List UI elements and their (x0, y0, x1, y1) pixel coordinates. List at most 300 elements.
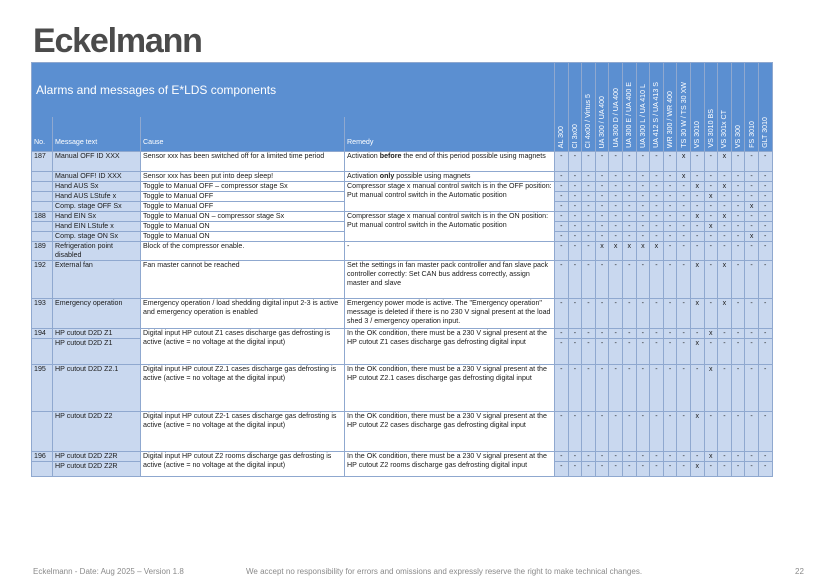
device-flag-cell: - (595, 192, 609, 202)
device-flag-cell: - (582, 192, 596, 202)
device-column-header (690, 63, 704, 152)
device-flag-cell: - (663, 329, 677, 339)
remedy-text (345, 172, 555, 182)
device-flag-cell: - (555, 212, 569, 222)
alarms-table-wrapper (31, 62, 773, 477)
col-header-no: No. (32, 117, 53, 152)
remedy-text-part: the end of this period possible using magnets (401, 152, 546, 160)
device-flag-cell: - (731, 212, 745, 222)
device-flag-cell: - (622, 412, 636, 452)
device-column-header (731, 63, 745, 152)
device-flag-cell: - (622, 222, 636, 232)
device-flag-cell: - (718, 222, 732, 232)
device-column-label: CI 4x00 / Virtus 5 (584, 93, 593, 148)
device-flag-cell: - (636, 299, 650, 329)
message-text: Hand AUS Sx (53, 182, 141, 192)
device-flag-cell: - (555, 222, 569, 232)
device-flag-cell: - (622, 299, 636, 329)
device-flag-cell: - (663, 232, 677, 242)
device-flag-cell: - (568, 192, 582, 202)
device-flag-cell: - (677, 329, 691, 339)
message-text: HP cutout D2D Z1 (53, 339, 141, 365)
device-flag-cell: - (582, 261, 596, 299)
device-flag-cell: - (758, 365, 772, 412)
table-row (32, 412, 773, 452)
device-flag-cell: - (595, 172, 609, 182)
device-flag-cell: - (636, 212, 650, 222)
alarm-number: 188 (32, 212, 53, 222)
device-column-label: TS 30 W / TS 30 XW (679, 82, 688, 148)
device-flag-cell: - (704, 212, 718, 222)
col-header-cause: Cause (141, 117, 345, 152)
table-row (32, 452, 773, 462)
device-flag-cell: - (758, 261, 772, 299)
device-flag-cell: - (690, 452, 704, 462)
device-flag-cell: - (622, 232, 636, 242)
device-flag-cell: - (650, 462, 664, 477)
message-text: Comp. stage OFF Sx (53, 202, 141, 212)
device-flag-cell: - (663, 299, 677, 329)
device-flag-cell: - (650, 365, 664, 412)
device-flag-cell: - (555, 152, 569, 172)
alarm-number: 196 (32, 452, 53, 462)
eckelmann-logo: Eckelmann (33, 22, 202, 60)
device-column-label: CI 3x00 (570, 123, 579, 148)
device-flag-cell: - (690, 329, 704, 339)
device-flag-cell: - (595, 232, 609, 242)
device-flag-cell: - (622, 212, 636, 222)
device-flag-cell: - (636, 412, 650, 452)
device-column-label: VS 3010 BS (706, 109, 715, 148)
table-row (32, 261, 773, 299)
cause-text: Toggle to Manual OFF (141, 202, 345, 212)
device-flag-cell: - (568, 261, 582, 299)
device-flag-cell: - (677, 261, 691, 299)
alarm-number (32, 192, 53, 202)
device-flag-cell: - (568, 212, 582, 222)
device-flag-cell: - (622, 329, 636, 339)
device-flag-cell: - (677, 222, 691, 232)
device-flag-cell: - (690, 242, 704, 261)
device-flag-cell: - (568, 462, 582, 477)
alarm-number (32, 222, 53, 232)
device-flag-cell: - (690, 222, 704, 232)
device-flag-cell: - (704, 172, 718, 182)
device-flag-cell: - (663, 212, 677, 222)
device-flag-cell: x (718, 152, 732, 172)
device-flag-cell: - (555, 261, 569, 299)
device-flag-cell: - (731, 242, 745, 261)
device-flag-cell: - (690, 202, 704, 212)
message-text: Manual OFF ID XXX (53, 152, 141, 172)
device-flag-cell: - (758, 192, 772, 202)
device-flag-cell: - (582, 212, 596, 222)
remedy-text: In the OK condition, there must be a 230 V signal present at the HP cutout Z2 cases discharge gas defrosting digital input (345, 412, 555, 452)
device-flag-cell: - (704, 152, 718, 172)
device-flag-cell: - (731, 222, 745, 232)
device-flag-cell: - (650, 261, 664, 299)
device-flag-cell: - (609, 261, 623, 299)
device-flag-cell: - (677, 339, 691, 365)
device-flag-cell: - (663, 202, 677, 212)
message-text: HP cutout D2D Z2R (53, 452, 141, 462)
device-flag-cell: - (609, 212, 623, 222)
device-flag-cell: - (663, 365, 677, 412)
device-flag-cell: - (582, 365, 596, 412)
device-flag-cell: - (555, 232, 569, 242)
cause-text: Toggle to Manual ON (141, 232, 345, 242)
table-row (32, 182, 773, 192)
device-flag-cell: - (582, 232, 596, 242)
device-flag-cell: - (555, 412, 569, 452)
cause-text: Sensor xxx has been put into deep sleep! (141, 172, 345, 182)
device-flag-cell: - (636, 202, 650, 212)
device-flag-cell: x (690, 462, 704, 477)
device-flag-cell: - (758, 182, 772, 192)
device-column-label: VS 3010 (693, 120, 702, 148)
device-flag-cell: - (663, 182, 677, 192)
device-column-header (582, 63, 596, 152)
device-flag-cell: - (609, 412, 623, 452)
device-flag-cell: - (718, 339, 732, 365)
device-flag-cell: - (758, 452, 772, 462)
device-flag-cell: - (663, 462, 677, 477)
device-flag-cell: - (745, 261, 759, 299)
message-text: Hand EIN Sx (53, 212, 141, 222)
table-row (32, 329, 773, 339)
alarm-number (32, 462, 53, 477)
device-flag-cell: - (555, 182, 569, 192)
device-flag-cell: x (704, 329, 718, 339)
device-column-label: WR 300 / WR 400 (666, 90, 675, 148)
device-flag-cell: - (718, 232, 732, 242)
device-flag-cell: - (595, 299, 609, 329)
device-flag-cell: - (650, 192, 664, 202)
device-flag-cell: - (555, 329, 569, 339)
device-flag-cell: x (704, 192, 718, 202)
device-flag-cell: - (650, 172, 664, 182)
device-flag-cell: - (595, 329, 609, 339)
device-flag-cell: - (677, 212, 691, 222)
device-flag-cell: x (636, 242, 650, 261)
alarm-number (32, 172, 53, 182)
device-flag-cell: - (636, 172, 650, 182)
cause-text: Toggle to Manual ON – compressor stage Sx (141, 212, 345, 222)
device-flag-cell: - (704, 202, 718, 212)
device-flag-cell: - (609, 202, 623, 212)
device-column-label: FS 3010 (747, 121, 756, 148)
device-flag-cell: - (731, 339, 745, 365)
device-flag-cell: - (745, 182, 759, 192)
device-flag-cell: - (622, 182, 636, 192)
alarm-number: 189 (32, 242, 53, 261)
device-flag-cell: - (555, 365, 569, 412)
device-flag-cell: - (622, 365, 636, 412)
message-text: HP cutout D2D Z2 (53, 412, 141, 452)
device-flag-cell: - (745, 339, 759, 365)
device-flag-cell: - (758, 172, 772, 182)
device-flag-cell: - (731, 182, 745, 192)
device-flag-cell: - (677, 452, 691, 462)
device-flag-cell: - (758, 339, 772, 365)
device-flag-cell: - (677, 412, 691, 452)
device-flag-cell: - (555, 452, 569, 462)
alarms-table (31, 62, 773, 477)
device-column-label: UA 300 D / UA 400 (611, 88, 620, 148)
device-flag-cell: - (582, 339, 596, 365)
device-flag-cell: - (718, 462, 732, 477)
device-flag-cell: - (758, 329, 772, 339)
device-flag-cell: - (745, 172, 759, 182)
device-flag-cell: - (650, 299, 664, 329)
device-column-header (718, 63, 732, 152)
cause-text: Emergency operation / load shedding digital input 2-3 is active and emergency operation is enabled (141, 299, 345, 329)
device-flag-cell: - (745, 412, 759, 452)
device-flag-cell: - (622, 192, 636, 202)
device-flag-cell: - (609, 222, 623, 232)
device-flag-cell: - (731, 152, 745, 172)
cause-text: Digital input HP cutout Z2 rooms discharge gas defrosting is active (active = no voltage at the digital input) (141, 452, 345, 477)
device-flag-cell: - (582, 329, 596, 339)
device-flag-cell: - (718, 242, 732, 261)
device-flag-cell: - (595, 202, 609, 212)
device-flag-cell: - (555, 299, 569, 329)
device-flag-cell: - (663, 452, 677, 462)
device-flag-cell: - (704, 462, 718, 477)
device-flag-cell: - (663, 192, 677, 202)
device-flag-cell: - (650, 202, 664, 212)
device-flag-cell: - (677, 462, 691, 477)
device-flag-cell: - (663, 152, 677, 172)
device-flag-cell: - (704, 261, 718, 299)
cause-text: Digital input HP cutout Z1 cases discharge gas defrosting is active (active = no voltage at the digital input) (141, 329, 345, 365)
device-flag-cell: - (650, 182, 664, 192)
device-flag-cell: - (595, 452, 609, 462)
device-flag-cell: - (568, 242, 582, 261)
device-flag-cell: - (622, 152, 636, 172)
device-column-header (650, 63, 664, 152)
device-flag-cell: x (690, 339, 704, 365)
device-flag-cell: x (595, 242, 609, 261)
device-flag-cell: - (690, 232, 704, 242)
device-flag-cell: - (568, 232, 582, 242)
device-flag-cell: - (745, 365, 759, 412)
table-title: Alarms and messages of E*LDS components (32, 63, 555, 118)
device-flag-cell: - (745, 462, 759, 477)
device-flag-cell: - (582, 462, 596, 477)
device-flag-cell: - (582, 182, 596, 192)
alarm-number (32, 202, 53, 212)
device-flag-cell: - (731, 172, 745, 182)
device-flag-cell: - (650, 329, 664, 339)
table-row (32, 299, 773, 329)
device-flag-cell: - (636, 222, 650, 232)
device-flag-cell: - (731, 412, 745, 452)
device-flag-cell: - (636, 339, 650, 365)
device-flag-cell: - (582, 452, 596, 462)
device-flag-cell: - (595, 152, 609, 172)
device-flag-cell: - (745, 192, 759, 202)
device-flag-cell: - (609, 182, 623, 192)
device-flag-cell: x (718, 261, 732, 299)
device-flag-cell: x (677, 172, 691, 182)
device-flag-cell: - (555, 462, 569, 477)
device-flag-cell: x (718, 182, 732, 192)
device-flag-cell: - (663, 242, 677, 261)
message-text: Comp. stage ON Sx (53, 232, 141, 242)
device-flag-cell: x (745, 232, 759, 242)
message-text: Emergency operation (53, 299, 141, 329)
device-flag-cell: - (663, 222, 677, 232)
table-row (32, 212, 773, 222)
table-row (32, 365, 773, 412)
cause-text: Toggle to Manual ON (141, 222, 345, 232)
device-flag-cell: - (677, 365, 691, 412)
alarm-number: 192 (32, 261, 53, 299)
device-flag-cell: - (731, 452, 745, 462)
device-flag-cell: - (609, 339, 623, 365)
device-flag-cell: - (745, 329, 759, 339)
device-flag-cell: x (677, 152, 691, 172)
device-flag-cell: - (568, 339, 582, 365)
device-flag-cell: - (690, 365, 704, 412)
device-flag-cell: - (609, 452, 623, 462)
remedy-text: Compressor stage x manual control switch is in the ON position: Put manual control switch in the Automatic position (345, 212, 555, 242)
device-flag-cell: - (595, 222, 609, 232)
cause-text: Block of the compressor enable. (141, 242, 345, 261)
device-flag-cell: - (663, 172, 677, 182)
device-flag-cell: - (582, 152, 596, 172)
device-column-header (663, 63, 677, 152)
device-flag-cell: - (609, 192, 623, 202)
device-flag-cell: - (731, 329, 745, 339)
alarm-number: 194 (32, 329, 53, 339)
device-column-header (745, 63, 759, 152)
device-flag-cell: - (677, 299, 691, 329)
device-flag-cell: - (758, 412, 772, 452)
device-column-header (595, 63, 609, 152)
device-flag-cell: - (704, 412, 718, 452)
cause-text: Toggle to Manual OFF – compressor stage Sx (141, 182, 345, 192)
device-flag-cell: - (745, 212, 759, 222)
device-flag-cell: - (609, 462, 623, 477)
device-flag-cell: - (704, 232, 718, 242)
alarm-number (32, 232, 53, 242)
col-header-message: Message text (53, 117, 141, 152)
device-flag-cell: - (609, 365, 623, 412)
device-column-header (758, 63, 772, 152)
device-flag-cell: - (636, 192, 650, 202)
device-flag-cell: - (568, 172, 582, 182)
device-flag-cell: - (650, 232, 664, 242)
device-flag-cell: - (582, 202, 596, 212)
device-flag-cell: - (718, 192, 732, 202)
alarm-number (32, 412, 53, 452)
device-flag-cell: - (690, 152, 704, 172)
device-column-label: AL 300 (557, 125, 566, 148)
device-flag-cell: - (568, 202, 582, 212)
device-flag-cell: - (636, 261, 650, 299)
device-flag-cell: - (555, 192, 569, 202)
footer-page-number: 22 (795, 567, 804, 576)
device-flag-cell: - (745, 452, 759, 462)
device-flag-cell: - (622, 339, 636, 365)
device-flag-cell: x (690, 212, 704, 222)
col-header-remedy: Remedy (345, 117, 555, 152)
device-flag-cell: - (731, 462, 745, 477)
device-flag-cell: - (677, 202, 691, 212)
remedy-text: Set the settings in fan master pack controller and fan slave pack controller correctly: Set CAN bus address correctly, assign master and slave (345, 261, 555, 299)
table-row (32, 152, 773, 172)
device-flag-cell: - (582, 222, 596, 232)
device-column-label: UA 412 S / UA 413 S (652, 82, 661, 148)
device-flag-cell: - (636, 365, 650, 412)
device-column-header (636, 63, 650, 152)
device-column-header (622, 63, 636, 152)
device-flag-cell: - (663, 412, 677, 452)
message-text: Refrigeration point disabled (53, 242, 141, 261)
device-flag-cell: - (568, 222, 582, 232)
device-flag-cell: - (677, 232, 691, 242)
device-flag-cell: x (718, 299, 732, 329)
device-column-label: VS 300 (734, 124, 743, 148)
device-flag-cell: - (704, 242, 718, 261)
remedy-text: Compressor stage x manual control switch is in the OFF position: Put manual control switch in the Automatic position (345, 182, 555, 212)
device-flag-cell: - (745, 152, 759, 172)
device-flag-cell: x (609, 242, 623, 261)
device-flag-cell: - (595, 412, 609, 452)
device-flag-cell: - (650, 212, 664, 222)
message-text: Hand AUS LStufe x (53, 192, 141, 202)
device-flag-cell: - (568, 412, 582, 452)
device-flag-cell: - (568, 182, 582, 192)
cause-text: Digital input HP cutout Z2-1 cases discharge gas defrosting is active (active = no voltage at the digital input) (141, 412, 345, 452)
device-flag-cell: - (731, 202, 745, 212)
device-flag-cell: - (568, 299, 582, 329)
device-flag-cell: - (595, 182, 609, 192)
cause-text: Fan master cannot be reached (141, 261, 345, 299)
device-flag-cell: - (582, 299, 596, 329)
device-flag-cell: - (636, 152, 650, 172)
device-flag-cell: - (609, 299, 623, 329)
device-flag-cell: - (650, 222, 664, 232)
device-flag-cell: - (758, 202, 772, 212)
remedy-text: - (345, 242, 555, 261)
message-text: HP cutout D2D Z2.1 (53, 365, 141, 412)
device-flag-cell: - (731, 365, 745, 412)
device-flag-cell: - (595, 462, 609, 477)
device-flag-cell: x (690, 412, 704, 452)
table-row (32, 242, 773, 261)
device-flag-cell: - (636, 329, 650, 339)
device-flag-cell: - (609, 329, 623, 339)
device-flag-cell: - (745, 299, 759, 329)
device-flag-cell: - (718, 329, 732, 339)
alarm-number (32, 339, 53, 365)
cause-text: Toggle to Manual OFF (141, 192, 345, 202)
device-column-header (568, 63, 582, 152)
remedy-text-part: Activation (347, 172, 380, 180)
device-flag-cell: - (690, 192, 704, 202)
device-flag-cell: - (677, 242, 691, 261)
remedy-text-part: possible using magnets (394, 172, 471, 180)
device-flag-cell: - (650, 152, 664, 172)
device-flag-cell: - (731, 232, 745, 242)
device-flag-cell: - (745, 242, 759, 261)
device-flag-cell: - (582, 172, 596, 182)
message-text: External fan (53, 261, 141, 299)
device-flag-cell: - (704, 339, 718, 365)
